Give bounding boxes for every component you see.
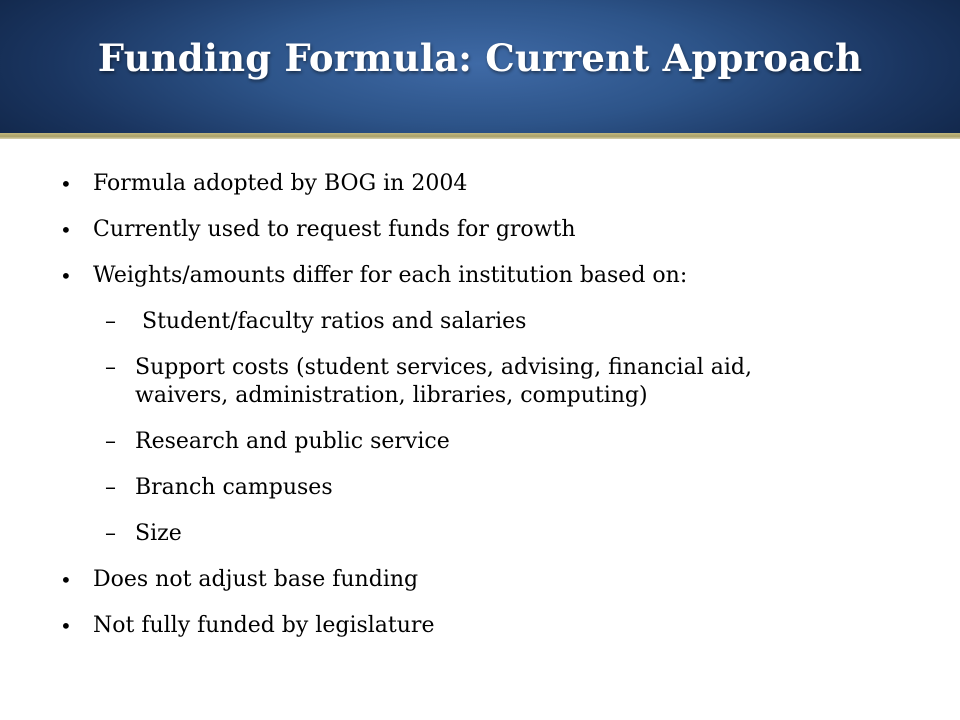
bullet-marker: •	[60, 614, 72, 638]
sub-bullet-item	[60, 474, 920, 502]
bullet-marker: •	[60, 218, 72, 242]
sub-bullet-text: Student/faculty ratios and salaries	[135, 309, 527, 334]
bullet-marker: •	[60, 568, 72, 592]
sub-bullet-item	[60, 428, 920, 456]
bullet-marker: •	[60, 172, 72, 196]
bullet-text: Currently used to request funds for growth	[93, 217, 576, 242]
bullet-text: Does not adjust base funding	[93, 567, 419, 592]
title-divider-rule	[0, 133, 960, 139]
sub-bullet-item	[60, 520, 920, 548]
sub-bullet-text: Size	[135, 521, 182, 546]
dash-marker: –	[105, 309, 116, 334]
sub-bullet-item	[60, 308, 920, 336]
sub-bullet-item	[60, 354, 920, 410]
bullet-text: Weights/amounts differ for each institution based on:	[93, 263, 688, 288]
dash-marker: –	[105, 429, 116, 454]
title-banner	[0, 0, 960, 133]
sub-bullet-text: Branch campuses	[135, 475, 333, 500]
bullet-item	[60, 262, 920, 290]
sub-bullet-text: Research and public service	[135, 429, 450, 454]
dash-marker: –	[105, 521, 116, 546]
bullet-item	[60, 170, 920, 198]
bullet-item	[60, 566, 920, 594]
dash-marker: –	[105, 355, 116, 380]
bullet-marker: •	[60, 264, 72, 288]
slide-title: Funding Formula: Current Approach	[97, 36, 863, 80]
bullet-item	[60, 612, 920, 640]
bullet-item	[60, 216, 920, 244]
dash-marker: –	[105, 475, 116, 500]
bullet-text: Not fully funded by legislature	[93, 613, 435, 638]
sub-bullet-text: Support costs (student services, advising, financial aid, waivers, administration, libraries, computing)	[135, 355, 752, 408]
bullet-list	[60, 170, 920, 658]
bullet-text: Formula adopted by BOG in 2004	[93, 171, 468, 196]
